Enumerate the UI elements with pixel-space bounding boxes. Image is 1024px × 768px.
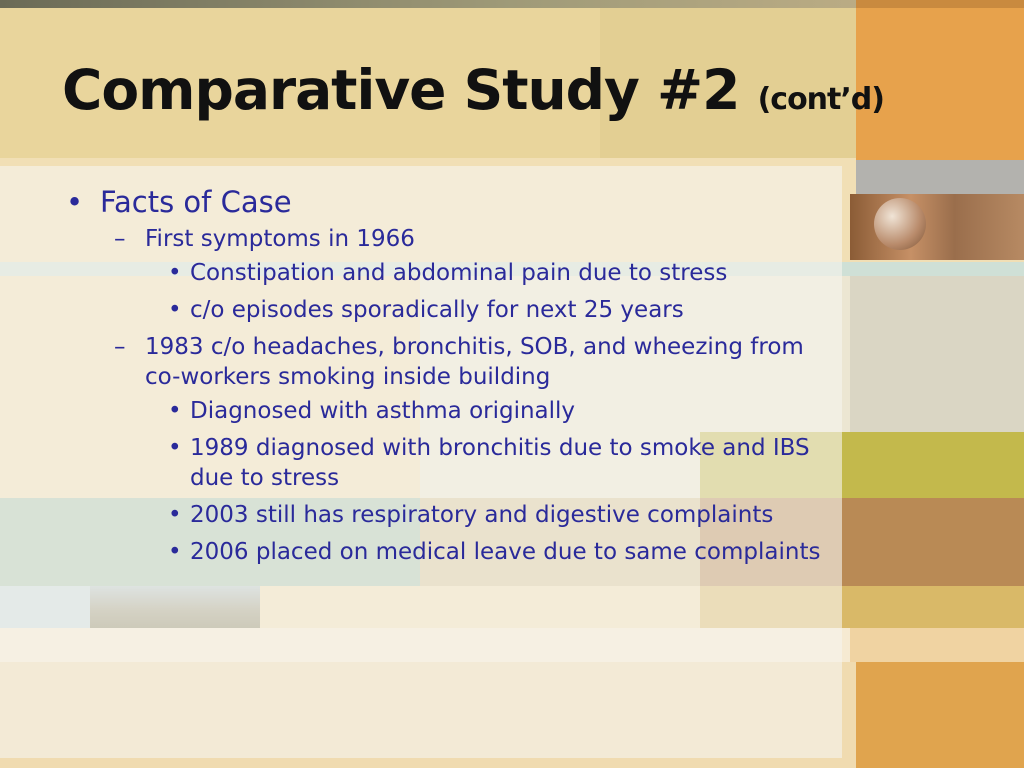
- detail-asthma: [62, 396, 842, 426]
- background-bottom-orange-block: [856, 662, 1024, 768]
- bullet-list: [62, 184, 842, 574]
- dash-marker: –: [114, 334, 126, 360]
- bullet-text: Constipation and abdominal pain due to stress: [190, 260, 728, 286]
- background-photo-sphere: [874, 198, 926, 250]
- bullet-text: c/o episodes sporadically for next 25 years: [190, 297, 684, 323]
- detail-2003-complaints: [62, 500, 842, 530]
- bullet-text: Diagnosed with asthma originally: [190, 398, 576, 424]
- background-orange-strip: [856, 0, 1024, 8]
- bullet-marker: •: [168, 539, 182, 565]
- bullet-marker: •: [168, 435, 182, 461]
- background-orange-block: [856, 0, 1024, 160]
- subbullet-first-symptoms: [62, 224, 842, 254]
- detail-episodes: [62, 295, 842, 325]
- bullet-marker: •: [168, 398, 182, 424]
- subbullet-1983-headaches: [62, 332, 842, 392]
- bullet-text: 2006 placed on medical leave due to same complaints: [190, 539, 821, 565]
- bullet-text: Facts of Case: [100, 185, 292, 219]
- bullet-facts-of-case: [62, 184, 842, 220]
- slide-title: [62, 58, 884, 122]
- bullet-marker: •: [168, 260, 182, 286]
- detail-constipation: [62, 258, 842, 288]
- slide-title-main: Comparative Study #2: [62, 58, 740, 122]
- slide-title-suffix: (cont’d): [757, 82, 884, 117]
- bullet-text: 2003 still has respiratory and digestive complaints: [190, 502, 774, 528]
- dash-marker: –: [114, 226, 126, 252]
- bullet-marker: •: [66, 185, 84, 219]
- bullet-text: First symptoms in 1966: [145, 226, 415, 252]
- detail-2006-medical-leave: [62, 537, 842, 567]
- bullet-marker: •: [168, 502, 182, 528]
- bullet-text: 1989 diagnosed with bronchitis due to smoke and IBS due to stress: [190, 435, 810, 491]
- detail-1989-diagnosis: [62, 433, 842, 493]
- background-right-gray-block: [850, 276, 1024, 432]
- bullet-text: 1983 c/o headaches, bronchitis, SOB, and wheezing from co-workers smoking inside building: [145, 334, 804, 390]
- bullet-marker: •: [168, 297, 182, 323]
- background-gray-block: [856, 160, 1024, 194]
- background-bottom-right-block: [850, 628, 1024, 662]
